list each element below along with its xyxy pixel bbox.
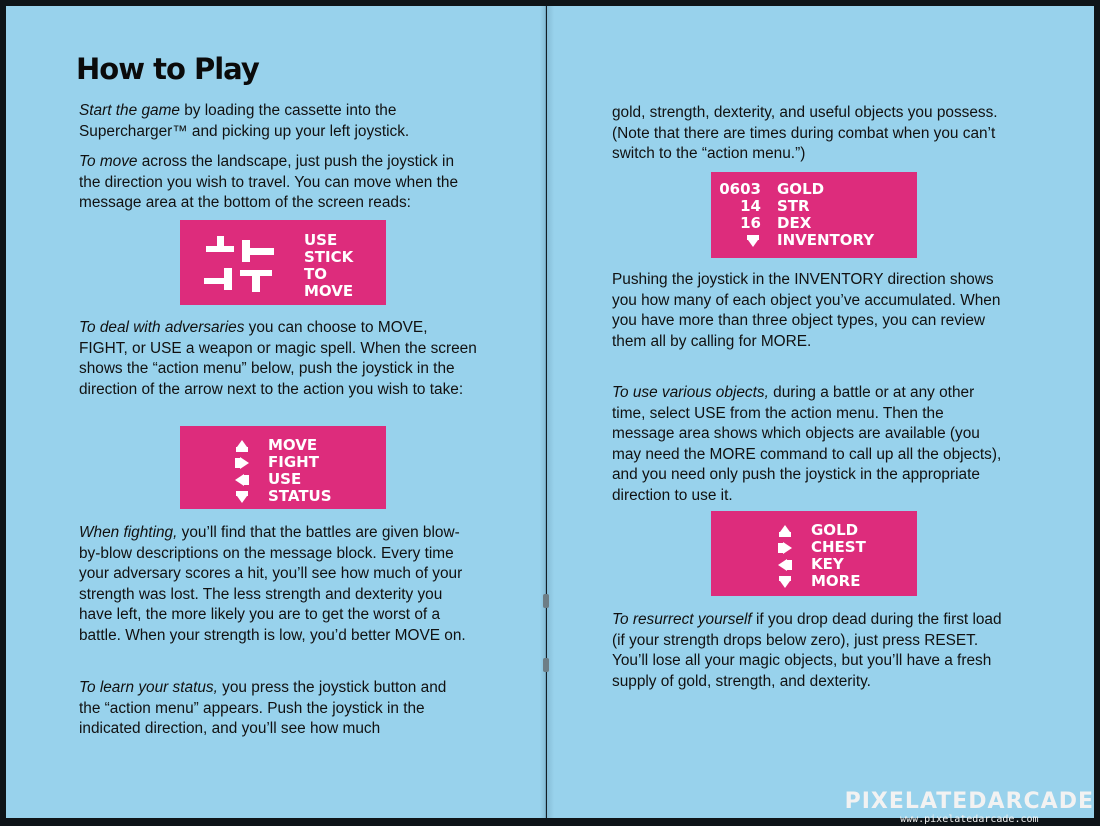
- use-menu-item: GOLD: [811, 521, 859, 539]
- action-menu-box: [180, 426, 386, 509]
- paragraph-adversaries: To deal with adversaries you can choose to MOVE, FIGHT, or USE a weapon or magic spell. When the screen shows the “action menu” below, push the joystick in the direction of the arrow next to the action you wish to take:: [79, 319, 477, 398]
- page-title: How to Play: [76, 52, 259, 86]
- paragraph-inventory: Pushing the joystick in the INVENTORY direction shows you how many of each object you’ve accumulated. When you have more than three object types, you can review them all by calling for MORE.: [612, 271, 1001, 350]
- paragraph-when-fighting: When fighting, you’ll find that the battles are given blow-by-blow descriptions on the message block. Every time your adversary scores a hit, you’ll see how much of your strength was lost. The less strength and dexterity you have left, the more likely you are to get the worst of a battle. When your strength is low, you’d better MOVE on.: [79, 524, 466, 644]
- watermark: [845, 790, 1094, 826]
- paragraph-learn-status: To learn your status, you press the joystick button and the “action menu” appears. Push the joystick in the indicated direction, and you’ll see how much: [79, 679, 447, 737]
- joystick-arrows-icon: [202, 232, 276, 294]
- status-value: 0603: [719, 180, 761, 198]
- arrow-up-icon: [234, 440, 250, 452]
- arrow-down-icon: [234, 491, 250, 503]
- status-label: STR: [777, 197, 810, 215]
- action-menu-item: FIGHT: [268, 453, 319, 471]
- paragraph-to-move: To move across the landscape, just push the joystick in the direction you wish to travel. You can move when the message area at the bottom of the screen reads:: [79, 153, 459, 211]
- paragraph-resurrect: To resurrect yourself if you drop dead during the first load (if your strength drops below zero), just press RESET. You’ll lose all your magic objects, but you’ll have a fresh supply of gold, strength, and dexterity.: [612, 611, 1002, 690]
- move-screen-line: TO: [304, 265, 327, 283]
- use-menu-item: KEY: [811, 555, 844, 573]
- move-screen-line: MOVE: [304, 282, 354, 300]
- paragraph-status-continued: gold, strength, dexterity, and useful objects you possess. (Note that there are times during combat when you can’t switch to the “action menu.”): [612, 104, 998, 162]
- arrow-left-icon: [777, 559, 793, 571]
- status-label: DEX: [777, 214, 812, 232]
- status-screen-box: [711, 172, 917, 258]
- watermark-url: www.pixelatedarcade.com: [900, 814, 1039, 825]
- move-screen-line: STICK: [304, 248, 354, 266]
- arrow-down-icon: [777, 576, 793, 588]
- action-menu-item: STATUS: [268, 487, 332, 505]
- arrow-right-icon: [777, 542, 793, 554]
- action-menu-item: USE: [268, 470, 302, 488]
- status-value: 14: [740, 197, 761, 215]
- paragraph-use-objects: To use various objects, during a battle or at any other time, select USE from the action menu. Then the message area shows which objects are available (you may need the MORE command to call up all the objects), and you need only push the joystick in the appropriate direction to use it.: [612, 384, 1002, 504]
- status-value: [711, 235, 777, 247]
- arrow-right-icon: [234, 457, 250, 469]
- action-menu-item: MOVE: [268, 436, 318, 454]
- staple: [543, 658, 549, 672]
- arrow-down-icon: [745, 235, 761, 247]
- staple: [543, 594, 549, 608]
- use-menu-item: CHEST: [811, 538, 866, 556]
- paragraph-start-game: Start the game by loading the cassette into the Supercharger™ and picking up your left joystick.: [79, 102, 410, 140]
- use-menu-item: MORE: [811, 572, 861, 590]
- use-menu-box: [711, 511, 917, 596]
- move-screen-line: USE: [304, 231, 338, 249]
- arrow-left-icon: [234, 474, 250, 486]
- move-screen-box: [180, 220, 386, 305]
- status-label: INVENTORY: [777, 231, 875, 249]
- watermark-name: PIXELATEDARCADE: [844, 789, 1094, 814]
- status-label: GOLD: [777, 180, 825, 198]
- arrow-up-icon: [777, 525, 793, 537]
- page-fold: [540, 6, 554, 818]
- status-value: 16: [740, 214, 761, 232]
